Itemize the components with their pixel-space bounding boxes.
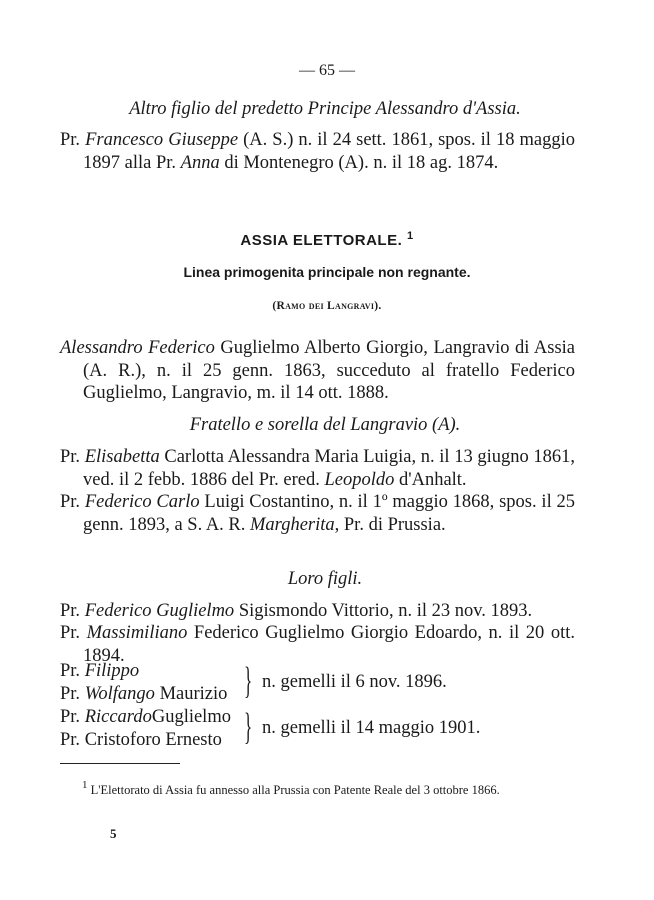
- person-name-rest: Guglielmo: [151, 707, 231, 727]
- entry-alessandro: [60, 337, 575, 405]
- page-number: — 65 —: [299, 62, 355, 79]
- entry-text: di Montenegro (A). n. il 18 ag. 1874.: [224, 152, 499, 173]
- entry-text: d'Anhalt.: [399, 469, 467, 490]
- twins-note: n. gemelli il 14 maggio 1901.: [262, 718, 481, 738]
- person-name: Francesco Giuseppe: [85, 130, 239, 150]
- person-name: Elisabetta: [84, 447, 160, 467]
- line-subtitle: Linea primogenita principale non regnante.: [183, 264, 471, 280]
- person-name: Riccardo: [84, 707, 152, 727]
- person-name-rest: Maurizio: [159, 683, 228, 704]
- title-prefix: Pr.: [60, 683, 81, 704]
- twin-names: [60, 660, 253, 705]
- footnote-rule: [60, 763, 180, 764]
- brace: }: [244, 706, 253, 748]
- title-prefix: Pr.: [60, 623, 81, 643]
- entry-francesco: [60, 129, 575, 174]
- spouse-name: Anna: [180, 152, 220, 173]
- entry-text: Carlotta Alessandra Maria Luigia, n. il 13 giugno 1861, ved. il 2 febb. 1886 del Pr. ered.: [83, 447, 575, 490]
- children-heading: Loro figli.: [287, 569, 363, 589]
- twin-name: [60, 729, 250, 752]
- title-prefix: Pr.: [60, 707, 81, 727]
- title-prefix: Pr.: [60, 130, 81, 150]
- entry-federico-carlo: [60, 491, 575, 536]
- title-text: ASSIA ELETTORALE.: [240, 232, 403, 249]
- entry-text: Guglielmo Alberto Giorgio, Langravio di Assia (A. R.), n. il 25 genn. 1863, succeduto al fratello Federico Guglielmo, Langravio, m. il 14 ott. 1888.: [83, 338, 576, 403]
- person-name: Massimiliano: [86, 623, 188, 643]
- twin-name: [60, 660, 250, 683]
- twin-names: [60, 706, 253, 751]
- entry-text: (A. S.) n. il 24 sett. 1861, spos. il 18 maggio 1897 alla Pr.: [83, 130, 575, 173]
- footnote: [60, 776, 546, 799]
- entry-text: Sigismondo Vittorio, n. il 23 nov. 1893.: [238, 601, 533, 621]
- entry-elisabetta: [60, 446, 575, 491]
- entry-text: Luigi Costantino, n. il 1º maggio 1868, spos. il 25 genn. 1893, a S. A. R.: [83, 492, 576, 535]
- spouse-name: Leopoldo: [324, 469, 395, 490]
- person-name: Federico Guglielmo: [84, 601, 235, 621]
- title-prefix: Pr.: [60, 447, 81, 467]
- footnote-text: L'Elettorato di Assia fu annesso alla Prussia con Patente Reale del 3 ottobre 1866.: [90, 783, 500, 797]
- footnote-marker: 1: [406, 230, 414, 242]
- branch-title: (Ramo dei Langravi).: [272, 300, 382, 312]
- twins-note: n. gemelli il 6 nov. 1896.: [262, 672, 447, 692]
- title-prefix: Pr.: [60, 661, 81, 681]
- person-name: Federico Carlo: [84, 492, 200, 512]
- person-name: Filippo: [84, 661, 140, 681]
- footnote-marker: 1: [82, 779, 88, 791]
- brace: }: [244, 660, 253, 702]
- title-prefix: Pr.: [60, 492, 81, 512]
- spouse-name: Margherita: [250, 514, 335, 535]
- title-prefix: Pr.: [60, 601, 81, 621]
- entry-text: Federico Guglielmo Giorgio Edoardo, n. il 20 ott. 1894.: [83, 623, 575, 666]
- section-title: [0, 230, 654, 249]
- title-prefix: Pr.: [60, 729, 81, 750]
- person-name-rest: Cristoforo Ernesto: [84, 729, 222, 750]
- entry-child: [60, 600, 575, 623]
- signature-mark: 5: [110, 826, 117, 841]
- section-heading: Altro figlio del predetto Principe Alessandro d'Assia.: [129, 99, 521, 119]
- twin-name: [60, 683, 250, 706]
- twin-name: [60, 706, 250, 729]
- person-name: Wolfango: [84, 683, 155, 704]
- siblings-heading: Fratello e sorella del Langravio (A).: [189, 415, 461, 435]
- person-name: Alessandro Federico: [60, 338, 215, 358]
- entry-text: , Pr. di Prussia.: [334, 514, 446, 535]
